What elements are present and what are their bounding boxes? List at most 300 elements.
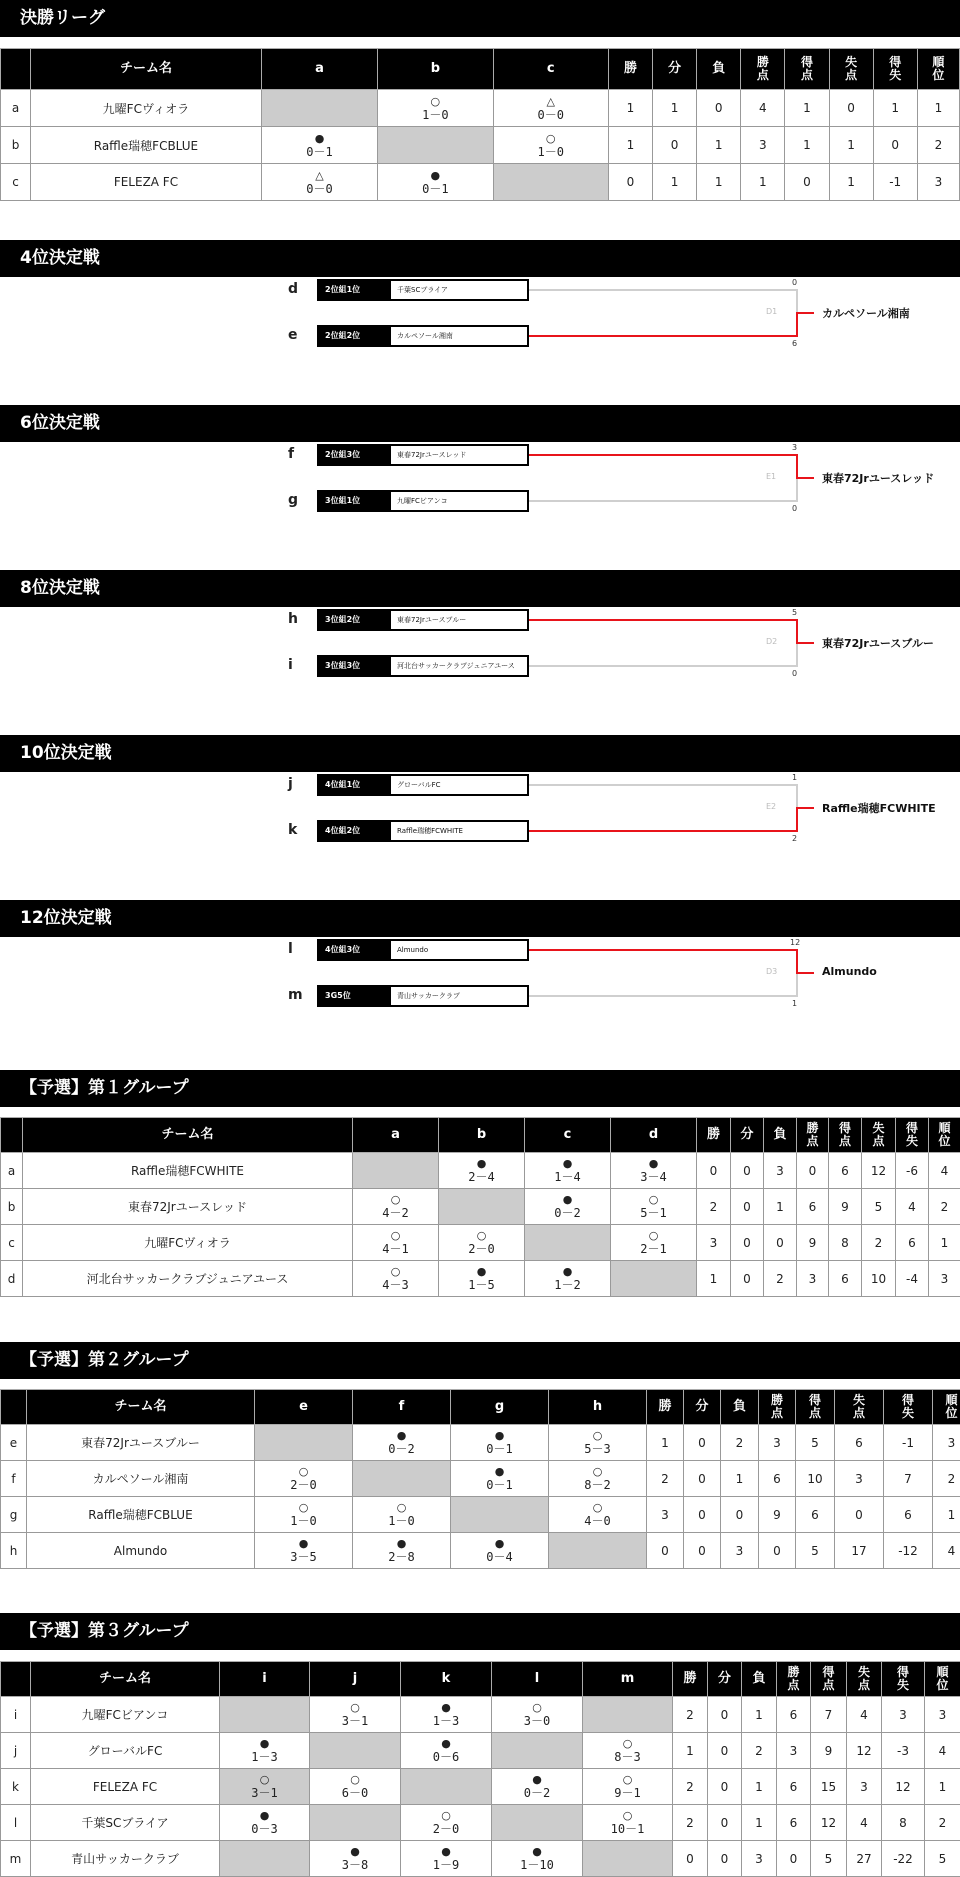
stat-cell: 0 [777,1841,811,1877]
seed-label: 4位組1位 [319,776,391,794]
column-header [1,1118,23,1153]
match-score: 1－0 [388,1515,414,1527]
stat-cell: 4 [847,1697,882,1733]
stat-cell: 6 [829,1153,862,1189]
bracket-team-box[interactable] [317,774,529,796]
stat-cell: 0 [835,1497,884,1533]
bracket-score: 12 [790,938,800,947]
match-score: 3－1 [251,1787,277,1799]
loss-icon: ● [397,1430,407,1443]
stat-cell: 7 [811,1697,847,1733]
table-row [1,1733,960,1769]
stat-cell: 0 [708,1841,742,1877]
column-header: 順 位 [929,1118,960,1153]
seed-label: 2位組3位 [319,446,391,464]
match-result [439,1225,525,1261]
loss-icon: ● [563,1266,573,1279]
match-result [310,1841,401,1877]
win-icon: ○ [350,1774,360,1787]
stat-cell: 1 [829,127,873,164]
bracket-team-box[interactable] [317,939,529,961]
stat-cell: 3 [697,1225,731,1261]
team-name: 東春72Jrユースレッド [23,1189,353,1225]
bracket-team-box[interactable] [317,655,529,677]
match-score: 1－0 [537,146,563,158]
stat-cell: 0 [764,1225,797,1261]
bracket-line [796,619,798,643]
win-icon: ○ [431,96,441,109]
column-header: d [611,1118,697,1153]
bracket-line [796,972,814,974]
stat-cell: 4 [925,1733,960,1769]
match-score: 1－0 [422,109,448,121]
column-header: 失 点 [829,49,873,90]
stat-cell: 1 [742,1805,777,1841]
table-row [1,90,960,127]
column-header: b [439,1118,525,1153]
empty-cell [310,1805,401,1841]
empty-cell [525,1225,611,1261]
bracket-line [529,454,798,456]
column-header: 勝 [608,49,652,90]
stat-cell: 1 [933,1497,960,1533]
column-header: チーム名 [31,49,262,90]
stat-cell: 10 [796,1461,835,1497]
match-result [255,1461,353,1497]
seed-label: 3位組2位 [319,611,391,629]
stat-cell: 2 [721,1425,759,1461]
match-score: 8－3 [614,1751,640,1763]
stat-cell: 3 [759,1425,796,1461]
stat-cell: 1 [697,1261,731,1297]
empty-cell [261,90,377,127]
win-icon: ○ [593,1430,603,1443]
match-result [493,90,608,127]
column-header: 負 [721,1390,759,1425]
match-score: 0－1 [486,1479,512,1491]
loss-icon: ● [431,170,441,183]
team-name: 東春72Jrユースレッド [391,446,527,464]
column-header: 順 位 [925,1662,960,1697]
column-header [1,1390,27,1425]
win-icon: ○ [546,133,556,146]
match-score: 0－6 [433,1751,459,1763]
stat-cell: 10 [862,1261,896,1297]
column-header: 失 点 [835,1390,884,1425]
loss-icon: ● [299,1538,309,1551]
win-icon: ○ [397,1502,407,1515]
table-row [1,1461,960,1497]
match-score: 0－3 [251,1823,277,1835]
match-code: D2 [766,637,777,646]
empty-cell [493,164,608,201]
match-score: 3－4 [640,1171,666,1183]
match-score: 2－0 [433,1823,459,1835]
loss-icon: ● [563,1194,573,1207]
row-id: j [1,1733,31,1769]
column-header: a [353,1118,439,1153]
stat-cell: 2 [925,1805,960,1841]
column-header: 得 点 [785,49,829,90]
match-result [583,1733,673,1769]
stat-cell: 6 [797,1189,829,1225]
column-header: 勝 点 [741,49,785,90]
stat-cell: 9 [829,1189,862,1225]
win-icon: ○ [391,1230,401,1243]
stat-cell: 0 [759,1533,796,1569]
stat-cell: 6 [777,1769,811,1805]
match-result [353,1425,451,1461]
loss-icon: ● [477,1266,487,1279]
stat-cell: 2 [862,1225,896,1261]
stat-cell: 3 [647,1497,684,1533]
match-score: 8－2 [584,1479,610,1491]
group3-table [0,1661,960,1877]
bracket-slot-letter: g [288,492,298,508]
empty-cell [401,1769,492,1805]
match-score: 0－0 [306,183,332,195]
bracket-winner: Raffle瑞穂FCWHITE [822,800,936,816]
match-result [525,1261,611,1297]
loss-icon: ● [350,1846,360,1859]
empty-cell [255,1425,353,1461]
stat-cell: 1 [741,164,785,201]
win-icon: ○ [532,1702,542,1715]
empty-cell [611,1261,697,1297]
stat-cell: -1 [873,164,917,201]
match-result [353,1189,439,1225]
column-header: 負 [764,1118,797,1153]
table-row [1,1153,960,1189]
empty-cell [492,1733,583,1769]
bracket-slot-letter: h [288,611,298,627]
row-id: i [1,1697,31,1733]
team-name: カルペソール湘南 [27,1461,255,1497]
match-score: 1－3 [433,1715,459,1727]
match-result [220,1733,310,1769]
team-name: 九曜FCビアンコ [31,1697,220,1733]
seed-label: 3位組1位 [319,492,391,510]
stat-cell: 3 [741,127,785,164]
stat-cell: 2 [673,1805,708,1841]
bracket-team-box[interactable] [317,820,529,842]
stat-cell: 2 [929,1189,960,1225]
match-result [378,90,493,127]
bracket-line [529,619,798,621]
bracket-line [796,313,798,337]
stat-cell: 1 [925,1769,960,1805]
column-header: 得 点 [829,1118,862,1153]
bracket-team-box[interactable] [317,985,529,1007]
empty-cell [492,1805,583,1841]
stat-cell: 7 [884,1461,933,1497]
bracket-line [796,642,814,644]
stat-cell: 6 [777,1697,811,1733]
match-score: 4－1 [382,1243,408,1255]
loss-icon: ● [532,1774,542,1787]
win-icon: ○ [593,1502,603,1515]
match-result [439,1261,525,1297]
loss-icon: ● [441,1738,451,1751]
stat-cell: 0 [608,164,652,201]
match-score: 1－5 [468,1279,494,1291]
stat-cell: 6 [896,1225,929,1261]
match-result [353,1497,451,1533]
group1-title: 【予選】第１グループ [0,1070,960,1107]
bracket-winner: Almundo [822,965,877,978]
bracket-line [529,995,798,997]
bracket-team-box[interactable] [317,279,529,301]
stat-cell: -1 [884,1425,933,1461]
empty-cell [353,1153,439,1189]
match-result [493,127,608,164]
row-id: c [1,1225,23,1261]
stat-cell: 1 [608,127,652,164]
stat-cell: 17 [835,1533,884,1569]
match-score: 3－8 [342,1859,368,1871]
match-score: 4－3 [382,1279,408,1291]
bracket-line [529,289,798,291]
stat-cell: 3 [917,164,959,201]
bracket-score: 0 [792,669,797,678]
match-score: 0－1 [422,183,448,195]
stat-cell: 0 [684,1497,721,1533]
bracket-score: 0 [792,504,797,513]
loss-icon: ● [495,1430,505,1443]
table-row [1,164,960,201]
team-name: 九曜FCヴィオラ [23,1225,353,1261]
row-id: l [1,1805,31,1841]
bracket-winner: 東春72Jrユースブルー [822,635,934,651]
bracket-team-box[interactable] [317,325,529,347]
stat-cell: -6 [896,1153,929,1189]
team-name: Raffle瑞穂FCBLUE [27,1497,255,1533]
column-header: チーム名 [31,1662,220,1697]
stat-cell: 0 [653,127,697,164]
stat-cell: 0 [684,1533,721,1569]
column-header: j [310,1662,401,1697]
win-icon: ○ [623,1738,633,1751]
row-id: b [1,127,31,164]
stat-cell: 8 [882,1805,925,1841]
match-result [451,1425,549,1461]
team-name: 九曜FCヴィオラ [31,90,262,127]
match-result [549,1461,647,1497]
stat-cell: 0 [684,1425,721,1461]
team-name: 九曜FCビアンコ [391,492,527,510]
match-result [401,1733,492,1769]
stat-cell: 3 [797,1261,829,1297]
bracket-line [796,289,798,313]
column-header: 負 [697,49,741,90]
stat-cell: 9 [759,1497,796,1533]
stat-cell: 4 [933,1533,960,1569]
loss-icon: ● [477,1158,487,1171]
table-row [1,1189,960,1225]
column-header: b [378,49,493,90]
table-row [1,1841,960,1877]
empty-cell [451,1497,549,1533]
final-league-table [0,48,960,201]
team-name: Almundo [391,941,527,959]
match-score: 0－1 [486,1443,512,1455]
bracket-winner: カルペソール湘南 [822,305,910,321]
team-name: 東春72Jrユースブルー [27,1425,255,1461]
team-name: グローバルFC [391,776,527,794]
match-score: 2－0 [468,1243,494,1255]
bracket-score: 5 [792,608,797,617]
match-score: 2－1 [640,1243,666,1255]
seed-label: 2位組2位 [319,327,391,345]
match-result [492,1769,583,1805]
team-name: FELEZA FC [31,164,262,201]
stat-cell: 2 [673,1769,708,1805]
win-icon: ○ [391,1194,401,1207]
match-result [611,1189,697,1225]
match-score: 2－4 [468,1171,494,1183]
team-name: 東春72Jrユースブルー [391,611,527,629]
loss-icon: ● [441,1846,451,1859]
stat-cell: 1 [697,127,741,164]
stat-cell: 0 [829,90,873,127]
match-score: 3－0 [524,1715,550,1727]
bracket-line [796,477,814,479]
match-score: 0－2 [524,1787,550,1799]
match-result [583,1769,673,1805]
group1-table [0,1117,960,1297]
match-result [353,1533,451,1569]
match-result [261,127,377,164]
bracket-score: 6 [792,339,797,348]
column-header: e [255,1390,353,1425]
stat-cell: 8 [829,1225,862,1261]
team-name: 青山サッカークラブ [31,1841,220,1877]
win-icon: ○ [299,1502,309,1515]
loss-icon: ● [441,1702,451,1715]
stat-cell: 0 [731,1225,764,1261]
stat-cell: 2 [673,1697,708,1733]
match-result [492,1841,583,1877]
match-score: 10－1 [611,1823,645,1835]
team-name: Raffle瑞穂FCBLUE [31,127,262,164]
stat-cell: 12 [847,1733,882,1769]
match-score: 0－2 [388,1443,414,1455]
match-score: 2－8 [388,1551,414,1563]
table-row [1,127,960,164]
column-header: 分 [708,1662,742,1697]
stat-cell: 1 [608,90,652,127]
match-result [220,1769,310,1805]
loss-icon: ● [260,1810,270,1823]
table-row [1,1225,960,1261]
stat-cell: 0 [673,1841,708,1877]
bracket-line [529,500,798,502]
row-id: g [1,1497,27,1533]
stat-cell: 3 [882,1697,925,1733]
stat-cell: 1 [785,127,829,164]
stat-cell: 2 [933,1461,960,1497]
table-row [1,1697,960,1733]
bracket-team-box[interactable] [317,609,529,631]
loss-icon: ● [260,1738,270,1751]
match-result [255,1533,353,1569]
playoff-title: 10位決定戦 [0,735,960,772]
stat-cell: 3 [764,1153,797,1189]
column-header: f [353,1390,451,1425]
column-header: c [525,1118,611,1153]
match-score: 1－10 [520,1859,554,1871]
column-header: 得 点 [796,1390,835,1425]
bracket-line [796,807,814,809]
column-header: 得 失 [882,1662,925,1697]
match-score: 1－3 [251,1751,277,1763]
stat-cell: 4 [929,1153,960,1189]
seed-label: 4位組2位 [319,822,391,840]
row-id: f [1,1461,27,1497]
match-result [310,1769,401,1805]
bracket-slot-letter: e [288,327,298,343]
empty-cell [220,1697,310,1733]
stat-cell: 0 [708,1697,742,1733]
match-score: 1－2 [554,1279,580,1291]
column-header: 勝 [647,1390,684,1425]
win-icon: ○ [623,1810,633,1823]
team-name: Almundo [27,1533,255,1569]
bracket-slot-letter: m [288,987,303,1003]
column-header: 勝 点 [797,1118,829,1153]
stat-cell: 5 [796,1425,835,1461]
stat-cell: 1 [653,164,697,201]
match-score: 0－0 [537,109,563,121]
bracket-team-box[interactable] [317,444,529,466]
column-header: 得 失 [884,1390,933,1425]
match-score: 5－1 [640,1207,666,1219]
stat-cell: 6 [796,1497,835,1533]
stat-cell: 2 [647,1461,684,1497]
match-code: D3 [766,967,777,976]
stat-cell: 0 [731,1189,764,1225]
match-score: 0－4 [486,1551,512,1563]
stat-cell: -4 [896,1261,929,1297]
table-row [1,1425,960,1461]
bracket-line [529,949,798,951]
column-header: 得 点 [811,1662,847,1697]
stat-cell: -3 [882,1733,925,1769]
bracket-line [796,643,798,667]
column-header: 負 [742,1662,777,1697]
bracket-slot-letter: d [288,281,298,297]
stat-cell: 3 [933,1425,960,1461]
win-icon: ○ [391,1266,401,1279]
team-name: Raffle瑞穂FCWHITE [391,822,527,840]
stat-cell: 5 [925,1841,960,1877]
stat-cell: 9 [797,1225,829,1261]
team-name: 河北台サッカークラブジュニアユース [23,1261,353,1297]
column-header: チーム名 [23,1118,353,1153]
bracket-team-box[interactable] [317,490,529,512]
column-header: 勝 [673,1662,708,1697]
loss-icon: ● [532,1846,542,1859]
match-result [549,1497,647,1533]
column-header: k [401,1662,492,1697]
stat-cell: 0 [708,1805,742,1841]
match-result [220,1805,310,1841]
match-score: 6－0 [342,1787,368,1799]
bracket-score: 0 [792,278,797,287]
match-result [451,1461,549,1497]
win-icon: ○ [350,1702,360,1715]
stat-cell: 1 [721,1461,759,1497]
